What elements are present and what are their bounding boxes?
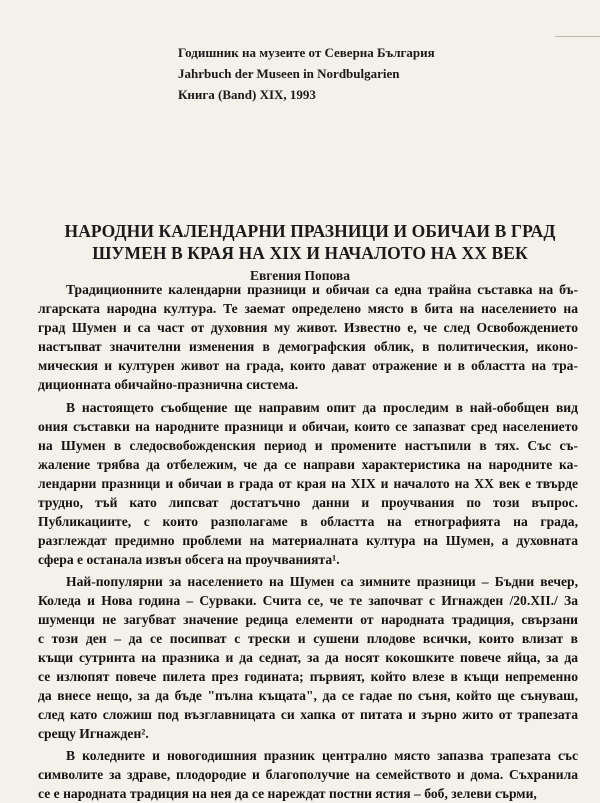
article-title-line-2: ШУМЕН В КРАЯ НА XIX И НАЧАЛОТО НА XX ВЕК — [92, 243, 528, 263]
body-line: къщи сутринта на празника и да седнат, за да носят кокошките повече яйца, за да — [38, 650, 578, 665]
body-line: град Шумен и са част от духовния му живот. Известно е, че след Освобождението — [38, 320, 578, 335]
body-line: жаление трябва да отбележим, че да се направи характеристика на народните ка- — [38, 457, 578, 472]
article-title — [40, 220, 580, 264]
body-line: лгарската народна култура. Те заемат определено място в бита на населението на — [38, 301, 578, 316]
journal-title-de: Jahrbuch der Museen in Nordbulgarien — [178, 66, 400, 81]
body-line: В настоящето съобщение ще направим опит да проследим в най-обобщен вид — [66, 400, 578, 415]
body-line: лендарни празници и обичаи в града от края на XIX и началото на XX век е твърде — [38, 476, 578, 491]
body-line: настъпват значителни изменения в демографския облик, в политическия, иконо- — [38, 339, 578, 354]
journal-header — [178, 42, 518, 105]
journal-volume: Книга (Band) XIX, 1993 — [178, 87, 316, 102]
body-line: шуменци не загубват значение редица елементи от народната традиция, свързани — [38, 612, 578, 627]
article-title-line-1: НАРОДНИ КАЛЕНДАРНИ ПРАЗНИЦИ И ОБИЧАИ В ГРАД — [64, 221, 556, 241]
body-line: Най-популярни за населението на Шумен са зимните празници – Бъдни вечер, — [66, 574, 578, 589]
journal-title-bg: Годишник на музеите от Северна България — [178, 45, 435, 60]
article-author: Евгения Попова — [250, 268, 350, 283]
body-line: символите за здраве, плодородие и благополучие на семейството и дома. Съхранила — [38, 767, 578, 782]
page-edge-mark — [555, 36, 600, 37]
body-line: ония съставки на народните празници и обичаи, които се запазват сред населението — [38, 419, 578, 434]
body-line: В коледните и новогодишния празник централно място запазва трапезата със — [66, 748, 578, 763]
body-line: се излюпят повече пилета през годината; първият, който влезе в къщи непременно — [38, 669, 578, 684]
body-line: диционната обичайно-празнична система. — [38, 377, 299, 392]
body-line: трудно, тъй като липсват достатъчно данни и проучвания по този въпрос. — [38, 495, 578, 510]
body-line: сфера е останала извън обсега на проучванията¹. — [38, 552, 340, 567]
body-line: на Шумен в следосвобожденския период и промените настъпили в тях. Със съ- — [38, 438, 578, 453]
body-line: след като сложиш под възглавницата си хапка от питата и зърно жито от трапезата — [38, 707, 578, 722]
body-line: мическия и културен живот на града, които дават отражение и в областта на тра- — [38, 358, 578, 373]
body-line: срещу Игнажден². — [38, 726, 149, 741]
body-line: Традиционните календарни празници и обичаи са една трайна съставка на бъ- — [66, 282, 578, 297]
body-line: Коледа и Нова година – Сурваки. Счита се, че те започват с Игнажден /20.XII./ За — [38, 593, 578, 608]
body-line: се е народната традиция на нея да се нареждат постни ястия – боб, зелеви сърми, — [38, 786, 537, 801]
body-line: Публикациите, с които разполагаме в областта на етнографията на града, — [38, 514, 578, 529]
body-line: с този ден – да се посипват с трески и сушени плодове всички, които влизат в — [38, 631, 578, 646]
body-line: да внесе нещо, за да бъде "пълна къщата", да се гадае по съня, който ще сънуваш, — [38, 688, 578, 703]
body-line: разглеждат предимно проблеми на материалната култура на Шумен, а духовната — [38, 533, 578, 548]
